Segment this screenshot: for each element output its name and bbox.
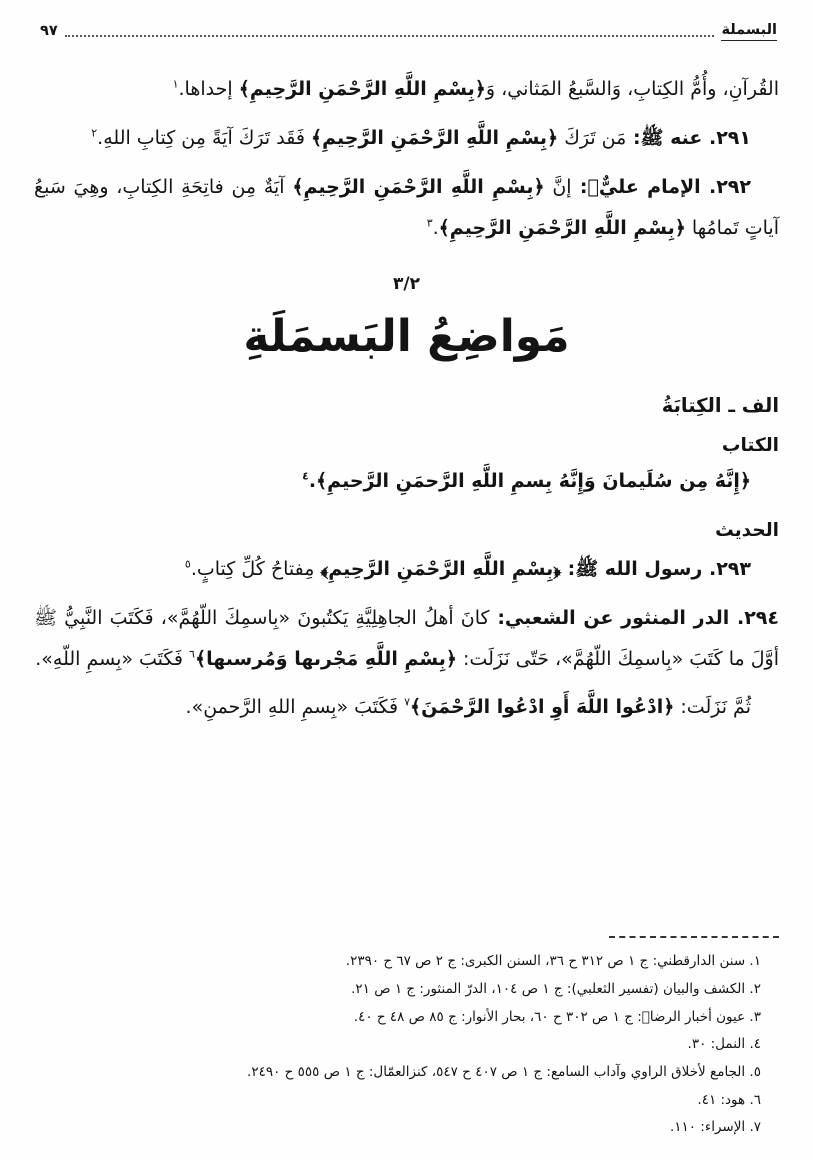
hadith-291: ٢٩١. عنه ﷺ: مَن تَرَكَ ﴿بِسْمِ اللَّهِ الرَّحْمَنِ الرَّحِيمِ﴾ فَقَد تَرَكَ آيَةً مِن كِتابِ اللهِ.$^٢$ xyxy=(91,126,751,149)
footnotes-list xyxy=(34,948,779,1142)
running-head xyxy=(40,22,777,41)
footnote-item: ٢. الكشف والبيان (تفسير الثعلبي): ج ١ ص ١٠٤، الدرّ المنثور: ج ١ ص ٢١. xyxy=(351,980,761,997)
paragraph-intro: القُرآنِ، وأُمُّ الكِتابِ، وَالسَّبعُ المَثاني، وَ﴿بِسْمِ اللَّهِ الرَّحْمَنِ الرَّحِيمِ﴾ إحداها.$^١$ xyxy=(172,77,779,100)
footnote-item: ٣. عيون أخبار الرضاؑ: ج ١ ص ٣٠٢ ح ٦٠، بحار الأنوار: ج ٨٥ ص ٤٨ ح ٤٠. xyxy=(353,1008,761,1025)
footnote-separator xyxy=(609,936,779,938)
hadith-294-continued: ثُمَّ نَزَلَت: ﴿ادْعُوا اللَّهَ أَوِ ادْعُوا الرَّحْمَنَ﴾$^٧$ فَكَتَبَ «بِسمِ اللهِ الرَّحمنِ». xyxy=(185,696,751,719)
quran-verse: ﴿إِنَّهُ مِن سُلَيمانَ وَإِنَّهُ بِسمِ اللَّهِ الرَّحمَنِ الرَّحيمِ﴾.$^٤$ xyxy=(302,469,751,492)
quran-label: الكتاب xyxy=(721,434,779,456)
section-number: ٣/٢ xyxy=(393,274,420,295)
footnote-item: ٧. الإسراء: ١١٠. xyxy=(669,1119,761,1136)
hadith-294: ٢٩٤. الدر المنثور عن الشعبي: كانَ أهلُ الجاهِلِيَّةِ يَكتُبونَ «بِاسمِكَ اللّهُمَّ»، فَكَتَبَ النَّبِيُّ ﷺ أوَّلَ ما كَتَبَ «بِاسمِكَ اللّهُمَّ»، حَتّى نَزَلَت: ﴿بِسْمِ اللَّهِ مَجْرىها وَمُرسىها﴾$^٦$ فَكَتَبَ «بِسمِ اللّهِ». xyxy=(34,606,779,670)
section-title: مَواضِعُ البَسمَلَةِ xyxy=(243,311,570,363)
running-head-title: البسملة xyxy=(721,22,777,41)
hadith-292: ٢٩٢. الإمام عليٌّؑ: إنَّ ﴿بِسْمِ اللَّهِ الرَّحْمَنِ الرَّحِيمِ﴾ آيَةٌ مِن فاتِحَةِ الكِتابِ، وهِيَ سَبعُ آياتٍ تَمامُها ﴿بِسْمِ اللَّهِ الرَّحْمَنِ الرَّحِيمِ﴾.$^٣$ xyxy=(34,175,779,239)
dotted-leader xyxy=(65,34,715,37)
hadith-label: الحديث xyxy=(715,519,779,541)
footnote-item: ٥. الجامع لأخلاق الراوي وآداب السامع: ج ١ ص ٤٠٧ ح ٥٤٧، كنزالعمّال: ج ١ ص ٥٥٥ ح ٢٤٩٠. xyxy=(247,1063,761,1080)
footnotes-section xyxy=(28,936,785,1142)
subheading-writing: الف ـ الكِتابَةُ xyxy=(661,393,779,417)
page-body xyxy=(28,61,785,736)
footnote-item: ٦. هود: ٤١. xyxy=(697,1091,761,1108)
footnote-item: ١. سنن الدارقطني: ج ١ ص ٣١٢ ح ٣٦، السنن الكبرى: ج ٢ ص ٦٧ ح ٢٣٩٠. xyxy=(345,953,761,970)
footnote-item: ٤. النمل: ٣٠. xyxy=(687,1036,761,1053)
hadith-293: ٢٩٣. رسول الله ﷺ: ﴿بِسْمِ اللَّهِ الرَّحْمَنِ الرَّحِيمِ﴾ مِفتاحُ كُلِّ كِتابٍ.$^٥$ xyxy=(184,557,751,580)
page-number: ٩٧ xyxy=(40,23,58,39)
